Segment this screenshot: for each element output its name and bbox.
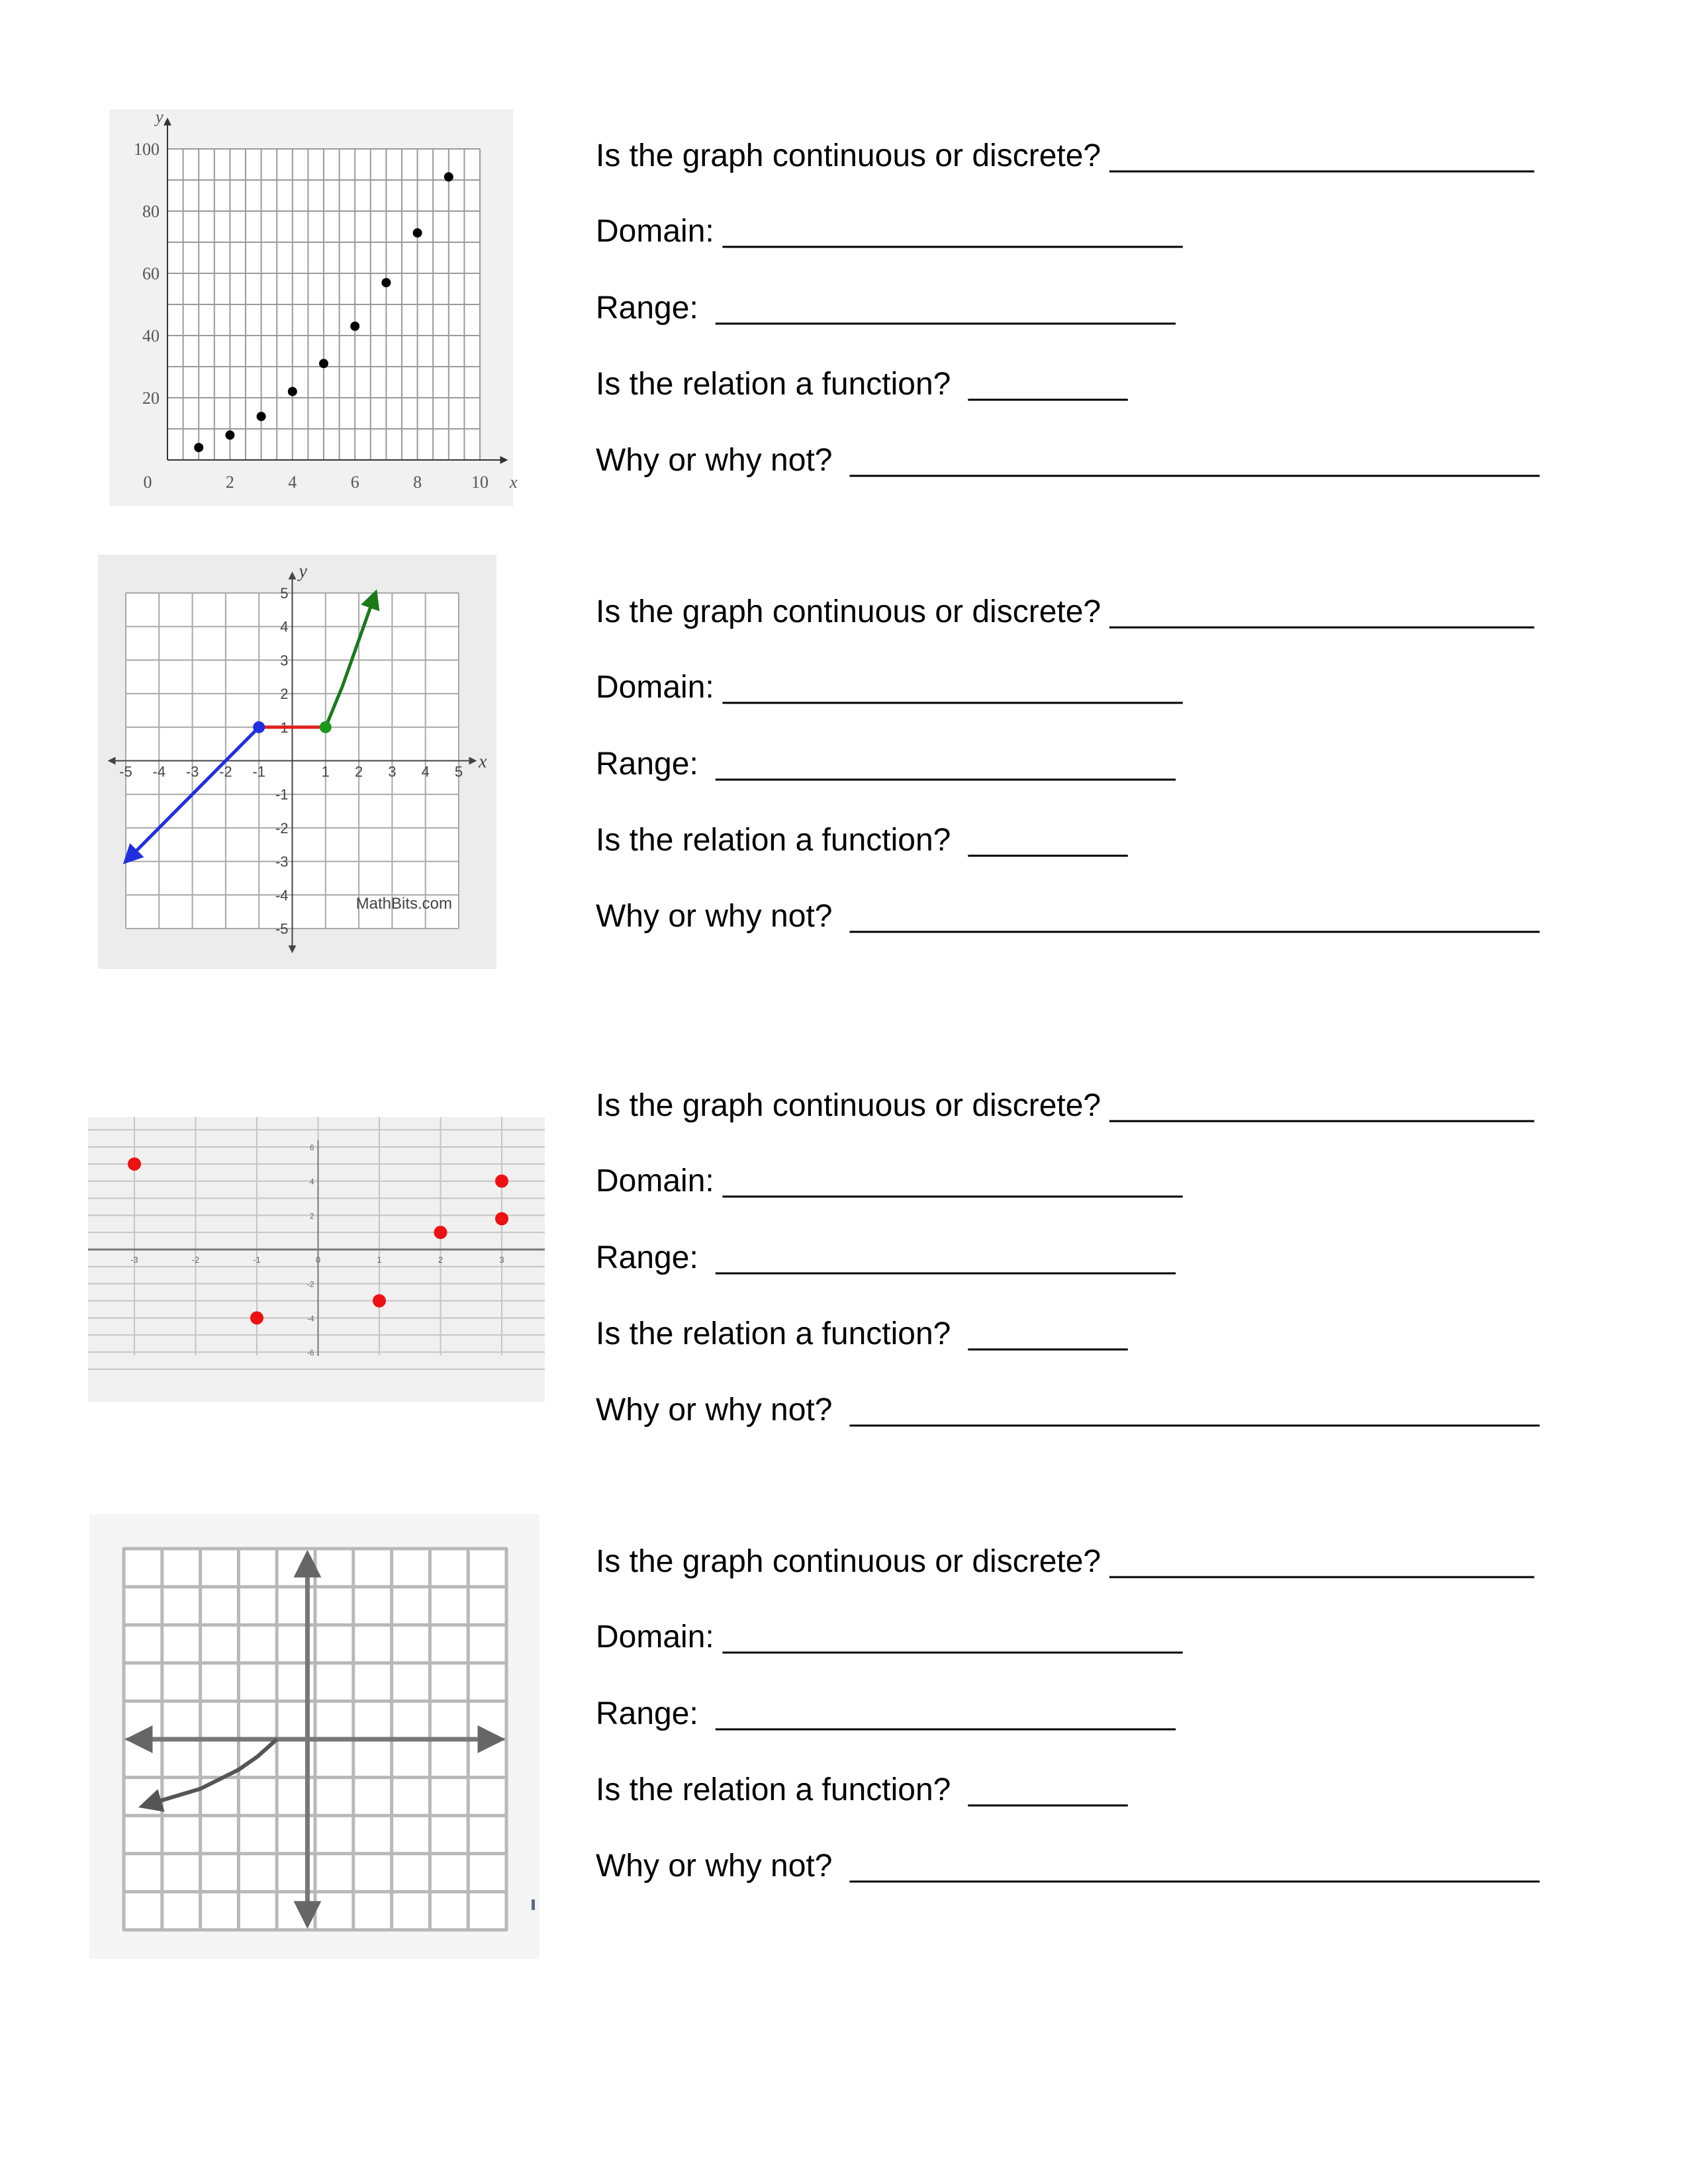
x-tick-label: 0: [143, 473, 152, 492]
watermark: MathBits.com: [355, 895, 452, 913]
data-point: [250, 1311, 263, 1324]
x-tick-label: 2: [225, 473, 234, 492]
domain-question: Domain: __________________________: [596, 214, 1183, 249]
why-question: Why or why not? _______________________________________: [596, 899, 1540, 934]
range-question: Range: __________________________: [596, 1240, 1176, 1275]
x-tick-label: -2: [219, 763, 232, 780]
y-tick-label: 6: [309, 1143, 314, 1152]
data-point: [350, 322, 359, 331]
x-tick-label: -3: [185, 763, 199, 780]
y-tick-label: -3: [275, 853, 289, 870]
y-tick-label: 3: [280, 652, 289, 669]
graph-3-svg: [88, 1117, 545, 1402]
x-axis-label: x: [479, 751, 487, 772]
y-tick-label: 1: [280, 719, 289, 736]
domain-question: Domain: __________________________: [596, 1163, 1183, 1199]
why-question: Why or why not? _______________________________________: [596, 1392, 1540, 1428]
y-axis-label: y: [156, 107, 164, 126]
graph-4-svg: [89, 1514, 539, 1959]
x-tick-label: 5: [454, 763, 463, 780]
y-tick-label: 2: [280, 686, 289, 703]
data-point: [257, 412, 266, 421]
y-tick-label: 5: [280, 585, 289, 602]
function-question: Is the relation a function? _________: [596, 1316, 1128, 1351]
data-point: [495, 1212, 508, 1226]
x-tick-label: 4: [421, 763, 430, 780]
y-tick-label: -1: [275, 786, 289, 803]
y-tick-label: -2: [275, 819, 289, 837]
continuous-discrete-question: Is the graph continuous or discrete? ________________________: [596, 594, 1534, 629]
y-tick-label: 2: [309, 1211, 314, 1221]
y-tick-label: 4: [309, 1177, 314, 1187]
x-tick-label: -1: [253, 1255, 261, 1265]
x-tick-label: -4: [152, 763, 166, 780]
y-tick-label: 80: [142, 202, 160, 221]
graph-1: [109, 107, 518, 506]
x-tick-label: 1: [377, 1255, 382, 1265]
x-tick-label: 10: [471, 473, 489, 492]
x-tick-label: -3: [130, 1255, 138, 1265]
x-tick-label: 2: [354, 763, 363, 780]
why-question: Why or why not? _______________________________________: [596, 443, 1540, 478]
why-question: Why or why not? _______________________________________: [596, 1848, 1540, 1884]
range-question: Range: __________________________: [596, 1696, 1176, 1731]
continuous-discrete-question: Is the graph continuous or discrete? ________________________: [596, 138, 1534, 173]
x-tick-label: -1: [252, 763, 265, 780]
domain-question: Domain: __________________________: [596, 670, 1183, 705]
y-tick-label: -5: [275, 921, 289, 937]
function-question: Is the relation a function? _________: [596, 367, 1128, 402]
x-tick-label: 0: [315, 1255, 321, 1265]
y-tick-label: -4: [275, 887, 289, 904]
x-tick-label: -2: [191, 1255, 200, 1265]
x-tick-label: 2: [438, 1255, 444, 1265]
continuous-discrete-question: Is the graph continuous or discrete? ________________________: [596, 1544, 1534, 1579]
y-tick-label: 60: [142, 264, 160, 283]
data-point: [288, 387, 297, 396]
domain-question: Domain: __________________________: [596, 1619, 1183, 1655]
x-tick-label: 4: [288, 473, 297, 492]
data-point: [194, 443, 203, 452]
x-tick-label: 6: [350, 473, 359, 492]
data-point: [128, 1158, 141, 1171]
x-tick-label: 3: [499, 1255, 504, 1265]
x-axis-label: x: [510, 473, 518, 492]
data-point: [381, 278, 391, 287]
data-point: [225, 430, 234, 439]
graph-1-svg: [109, 107, 518, 506]
y-tick-label: -4: [306, 1314, 314, 1324]
continuous-discrete-question: Is the graph continuous or discrete? ________________________: [596, 1088, 1534, 1123]
graph-3: [88, 1117, 545, 1402]
graph-4: [89, 1514, 539, 1959]
data-point: [444, 172, 453, 181]
function-question: Is the relation a function? _________: [596, 1772, 1128, 1807]
stray-mark: [532, 1899, 535, 1910]
data-point: [319, 359, 328, 368]
y-tick-label: 4: [280, 618, 289, 635]
x-tick-label: -5: [119, 763, 132, 780]
range-question: Range: __________________________: [596, 747, 1176, 782]
x-tick-label: 3: [388, 763, 397, 780]
graph-2: [98, 555, 496, 969]
x-tick-label: 1: [321, 763, 330, 780]
endpoint: [253, 721, 265, 733]
x-tick-label: 8: [413, 473, 422, 492]
data-point: [413, 228, 422, 238]
y-tick-label: 40: [142, 326, 160, 345]
endpoint: [320, 721, 332, 733]
y-tick-label: 20: [142, 388, 160, 408]
function-question: Is the relation a function? _________: [596, 823, 1128, 858]
y-tick-label: 100: [134, 140, 160, 159]
y-axis-label: y: [299, 561, 307, 582]
data-point: [434, 1226, 447, 1239]
data-point: [373, 1295, 386, 1308]
y-tick-label: -6: [306, 1348, 314, 1357]
data-point: [495, 1175, 508, 1188]
y-tick-label: -2: [306, 1279, 314, 1289]
graph-2-svg: [98, 555, 496, 969]
range-question: Range: __________________________: [596, 291, 1176, 326]
